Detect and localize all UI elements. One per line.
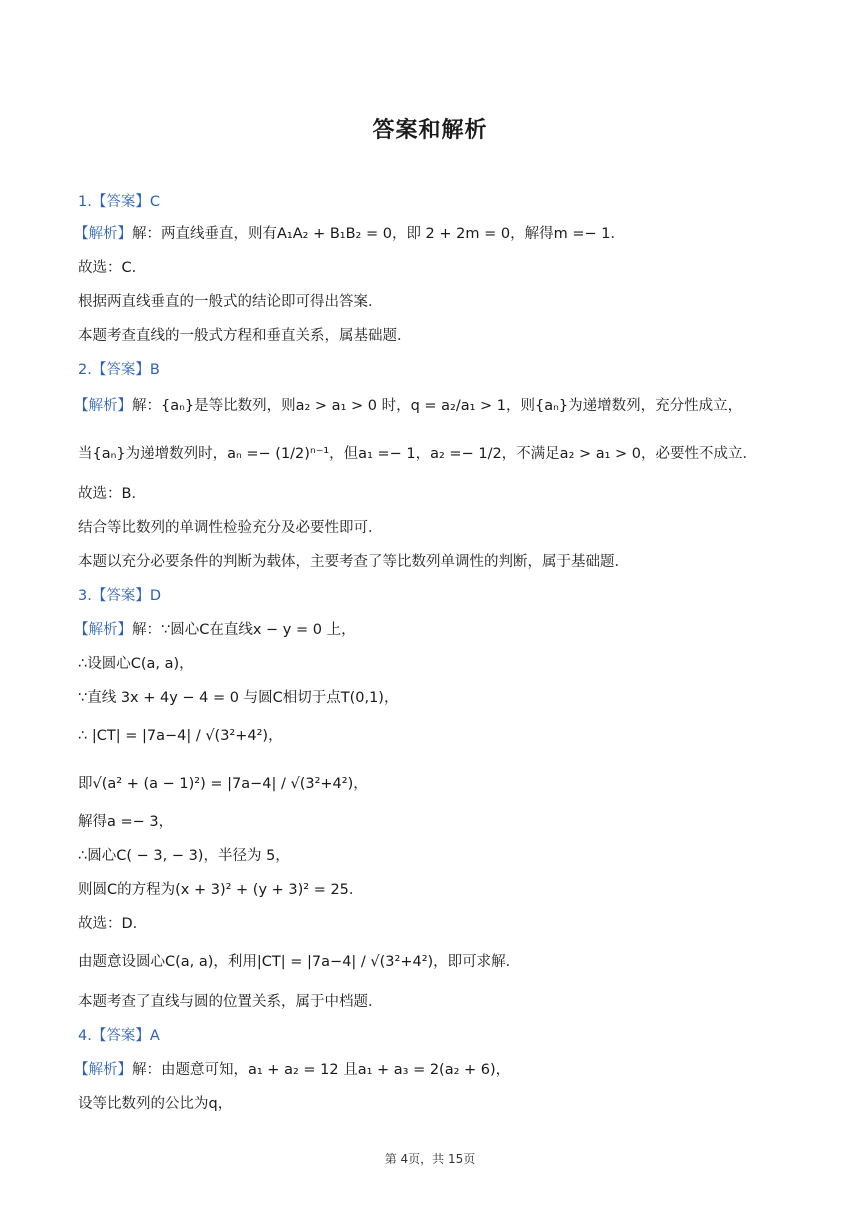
analysis-text: 解：∵圆心C在直线x − y = 0 上， [132, 622, 356, 638]
text-line: ∴圆心C( − 3, − 3)，半径为 5， [78, 848, 290, 864]
text-line: 则圆C的方程为(x + 3)² + (y + 3)² = 25． [78, 882, 364, 898]
text-line: ∴ |CT| = |7a−4| / √(3²+4²)， [78, 728, 283, 744]
page-footer: 第 4页，共 15页 [384, 1152, 476, 1166]
analysis-text: 解：两直线垂直，则有A₁A₂ + B₁B₂ = 0，即 2 + 2m = 0，解得m =− 1． [132, 226, 625, 242]
text-line: 故选：D． [78, 916, 148, 932]
analysis-line [74, 396, 743, 416]
text-line: 根据两直线垂直的一般式的结论即可得出答案． [78, 294, 383, 310]
answer-heading: 2.【答案】B [78, 362, 160, 378]
text-line: 由题意设圆心C(a, a)，利用|CT| = |7a−4| / √(3²+4²)，即可求解． [78, 954, 521, 970]
text-line: 本题以充分必要条件的判断为载体，主要考查了等比数列单调性的判断，属于基础题． [78, 554, 629, 570]
text-line: 当{aₙ}为递增数列时，aₙ =− (1/2)ⁿ⁻¹，但a₁ =− 1，a₂ =− 1/2，不满足a₂ > a₁ > 0，必要性不成立． [78, 446, 758, 462]
text-line: 故选：B． [78, 486, 146, 502]
analysis-line [74, 1060, 511, 1080]
text-line: 本题考查了直线与圆的位置关系，属于中档题． [78, 994, 383, 1010]
text-line: 故选：C． [78, 260, 147, 276]
analysis-tag: 【解析】 [74, 1062, 132, 1078]
page-title: 答案和解析 [372, 118, 488, 143]
text-line: 本题考查直线的一般式方程和垂直关系，属基础题． [78, 328, 412, 344]
answer-heading: 1.【答案】C [78, 194, 160, 210]
text-line: 解得a =− 3， [78, 814, 174, 830]
analysis-line [74, 620, 356, 640]
analysis-tag: 【解析】 [74, 398, 132, 414]
text-line: ∵直线 3x + 4y − 4 = 0 与圆C相切于点T(0,1)， [78, 690, 399, 706]
analysis-text: 解：{aₙ}是等比数列，则a₂ > a₁ > 0 时，q = a₂/a₁ > 1，则{aₙ}为递增数列，充分性成立， [132, 398, 743, 414]
text-line: 设等比数列的公比为q， [78, 1096, 233, 1112]
text-line: ∴设圆心C(a, a)， [78, 656, 194, 672]
analysis-tag: 【解析】 [74, 226, 132, 242]
answer-heading: 4.【答案】A [78, 1028, 160, 1044]
text-line: 即√(a² + (a − 1)²) = |7a−4| / √(3²+4²)， [78, 776, 368, 792]
analysis-text: 解：由题意可知，a₁ + a₂ = 12 且a₁ + a₃ = 2(a₂ + 6)， [132, 1062, 511, 1078]
answer-heading: 3.【答案】D [78, 588, 161, 604]
text-line: 结合等比数列的单调性检验充分及必要性即可． [78, 520, 383, 536]
analysis-tag: 【解析】 [74, 622, 132, 638]
analysis-line [74, 224, 625, 244]
